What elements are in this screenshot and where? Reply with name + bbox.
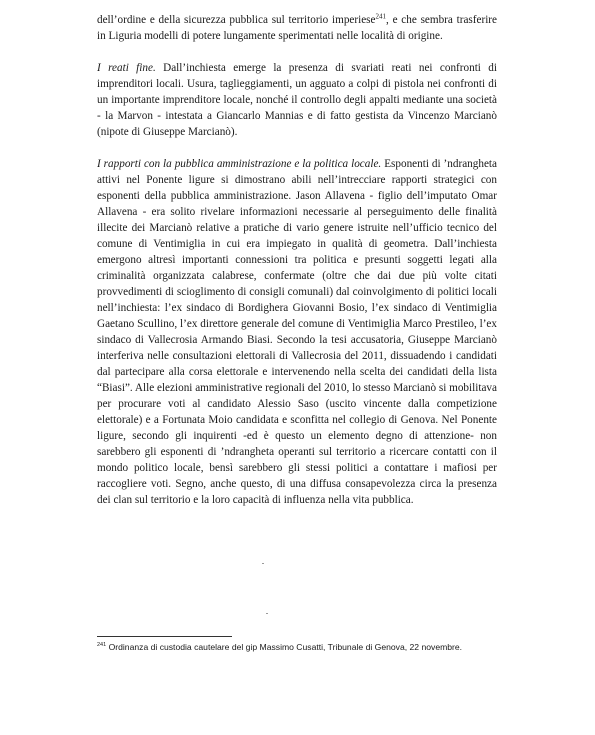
body-text [97,12,497,524]
paragraph-heading: I reati fine. [97,62,156,74]
paragraph-text: Dall’inchiesta emerge la presenza di svariati reati nei confronti di imprenditori locali. Usura, taglieggiamenti, un agguato a colpi di pistola nei confronti di un importante imprenditore locale, nonché il controllo degli appalti mediante una società - la Marvon - intestata a Giancarlo Mannias e di fatto gestista da Vincenzo Marcianò (nipote di Giuseppe Marcianò). [97,62,497,138]
footnote-reference: 241 [375,12,387,21]
paragraph-intro-text: dell’ordine e della sicurezza pubblica sul territorio imperiese [97,14,376,26]
paragraph-reati-fine [97,60,497,140]
footnote-separator [97,636,232,637]
footnote-text: Ordinanza di custodia cautelare del gip Massimo Cusatti, Tribunale di Genova, 22 novembre. [106,642,463,652]
paragraph-heading: I rapporti con la pubblica amministrazione e la politica locale. [97,158,382,170]
footnote [97,642,517,653]
paragraph-rapporti-politica [97,156,497,508]
footnote-number: 241 [97,642,107,649]
paragraph-intro [97,12,497,44]
paragraph-intro-continuation: , e che sembra trasferire in Liguria modelli di potere lungamente sperimentati nelle località di origine. [97,14,497,42]
paragraph-text: Esponenti di ’ndrangheta attivi nel Ponente ligure si dimostrano abili nell’intrecciare rapporti strategici con esponenti della pubblica amministrazione. Jason Allavena - figlio dell’imputato Omar Allavena - era solito rivelare informazioni necessarie al perseguimento delle finalità illecite dei Marcianò relative a pratiche di vario genere istruite nell’ufficio tecnico del comune di Ventimiglia in cui era impiegato in qualità di geometra. Dall’inchiesta emergono altresì importanti connessioni tra politica e presunti soggetti legati alla criminalità organizzata calabrese, confermate (oltre che dai due più volte citati provvedimenti di scioglimento di consigli comunali) dal coinvolgimento di politici locali nell’inchiesta: l’ex sindaco di Bordighera Giovanni Bosio, l’ex sindaco di Ventimiglia Gaetano Scullino, l’ex direttore generale del comune di Ventimiglia Marco Prestileo, l’ex sindaco di Vallecrosia Armando Biasi. Secondo la tesi accusatoria, Giuseppe Marcianò interferiva nelle consultazioni elettorali di Vallecrosia del 2011, dissuadendo i candidati dal partecipare alla corsa elettorale e intervenendo nella scelta dei candidati della lista “Biasi”. Alle elezioni amministrative regionali del 2010, lo stesso Marcianò si mobilitava per procurare voti al candidato Alessio Saso (uscito vincente dalla competizione elettorale) e a Fortunata Moio candidata e sconfitta nel collegio di Genova. Nel Ponente ligure, secondo gli inquirenti -ed è questo un elemento degno di attenzione- non sarebbero gli esponenti di ’ndrangheta operanti sul territorio a ricercare contatti con il mondo politico locale, bensì sarebbero gli stessi politici a contattare i mafiosi per raccogliere voti. Segno, anche questo, di una diffusa consapevolezza circa la presenza dei clan sul territorio e la loro capacità di influenza nella vita pubblica. [97,158,497,506]
